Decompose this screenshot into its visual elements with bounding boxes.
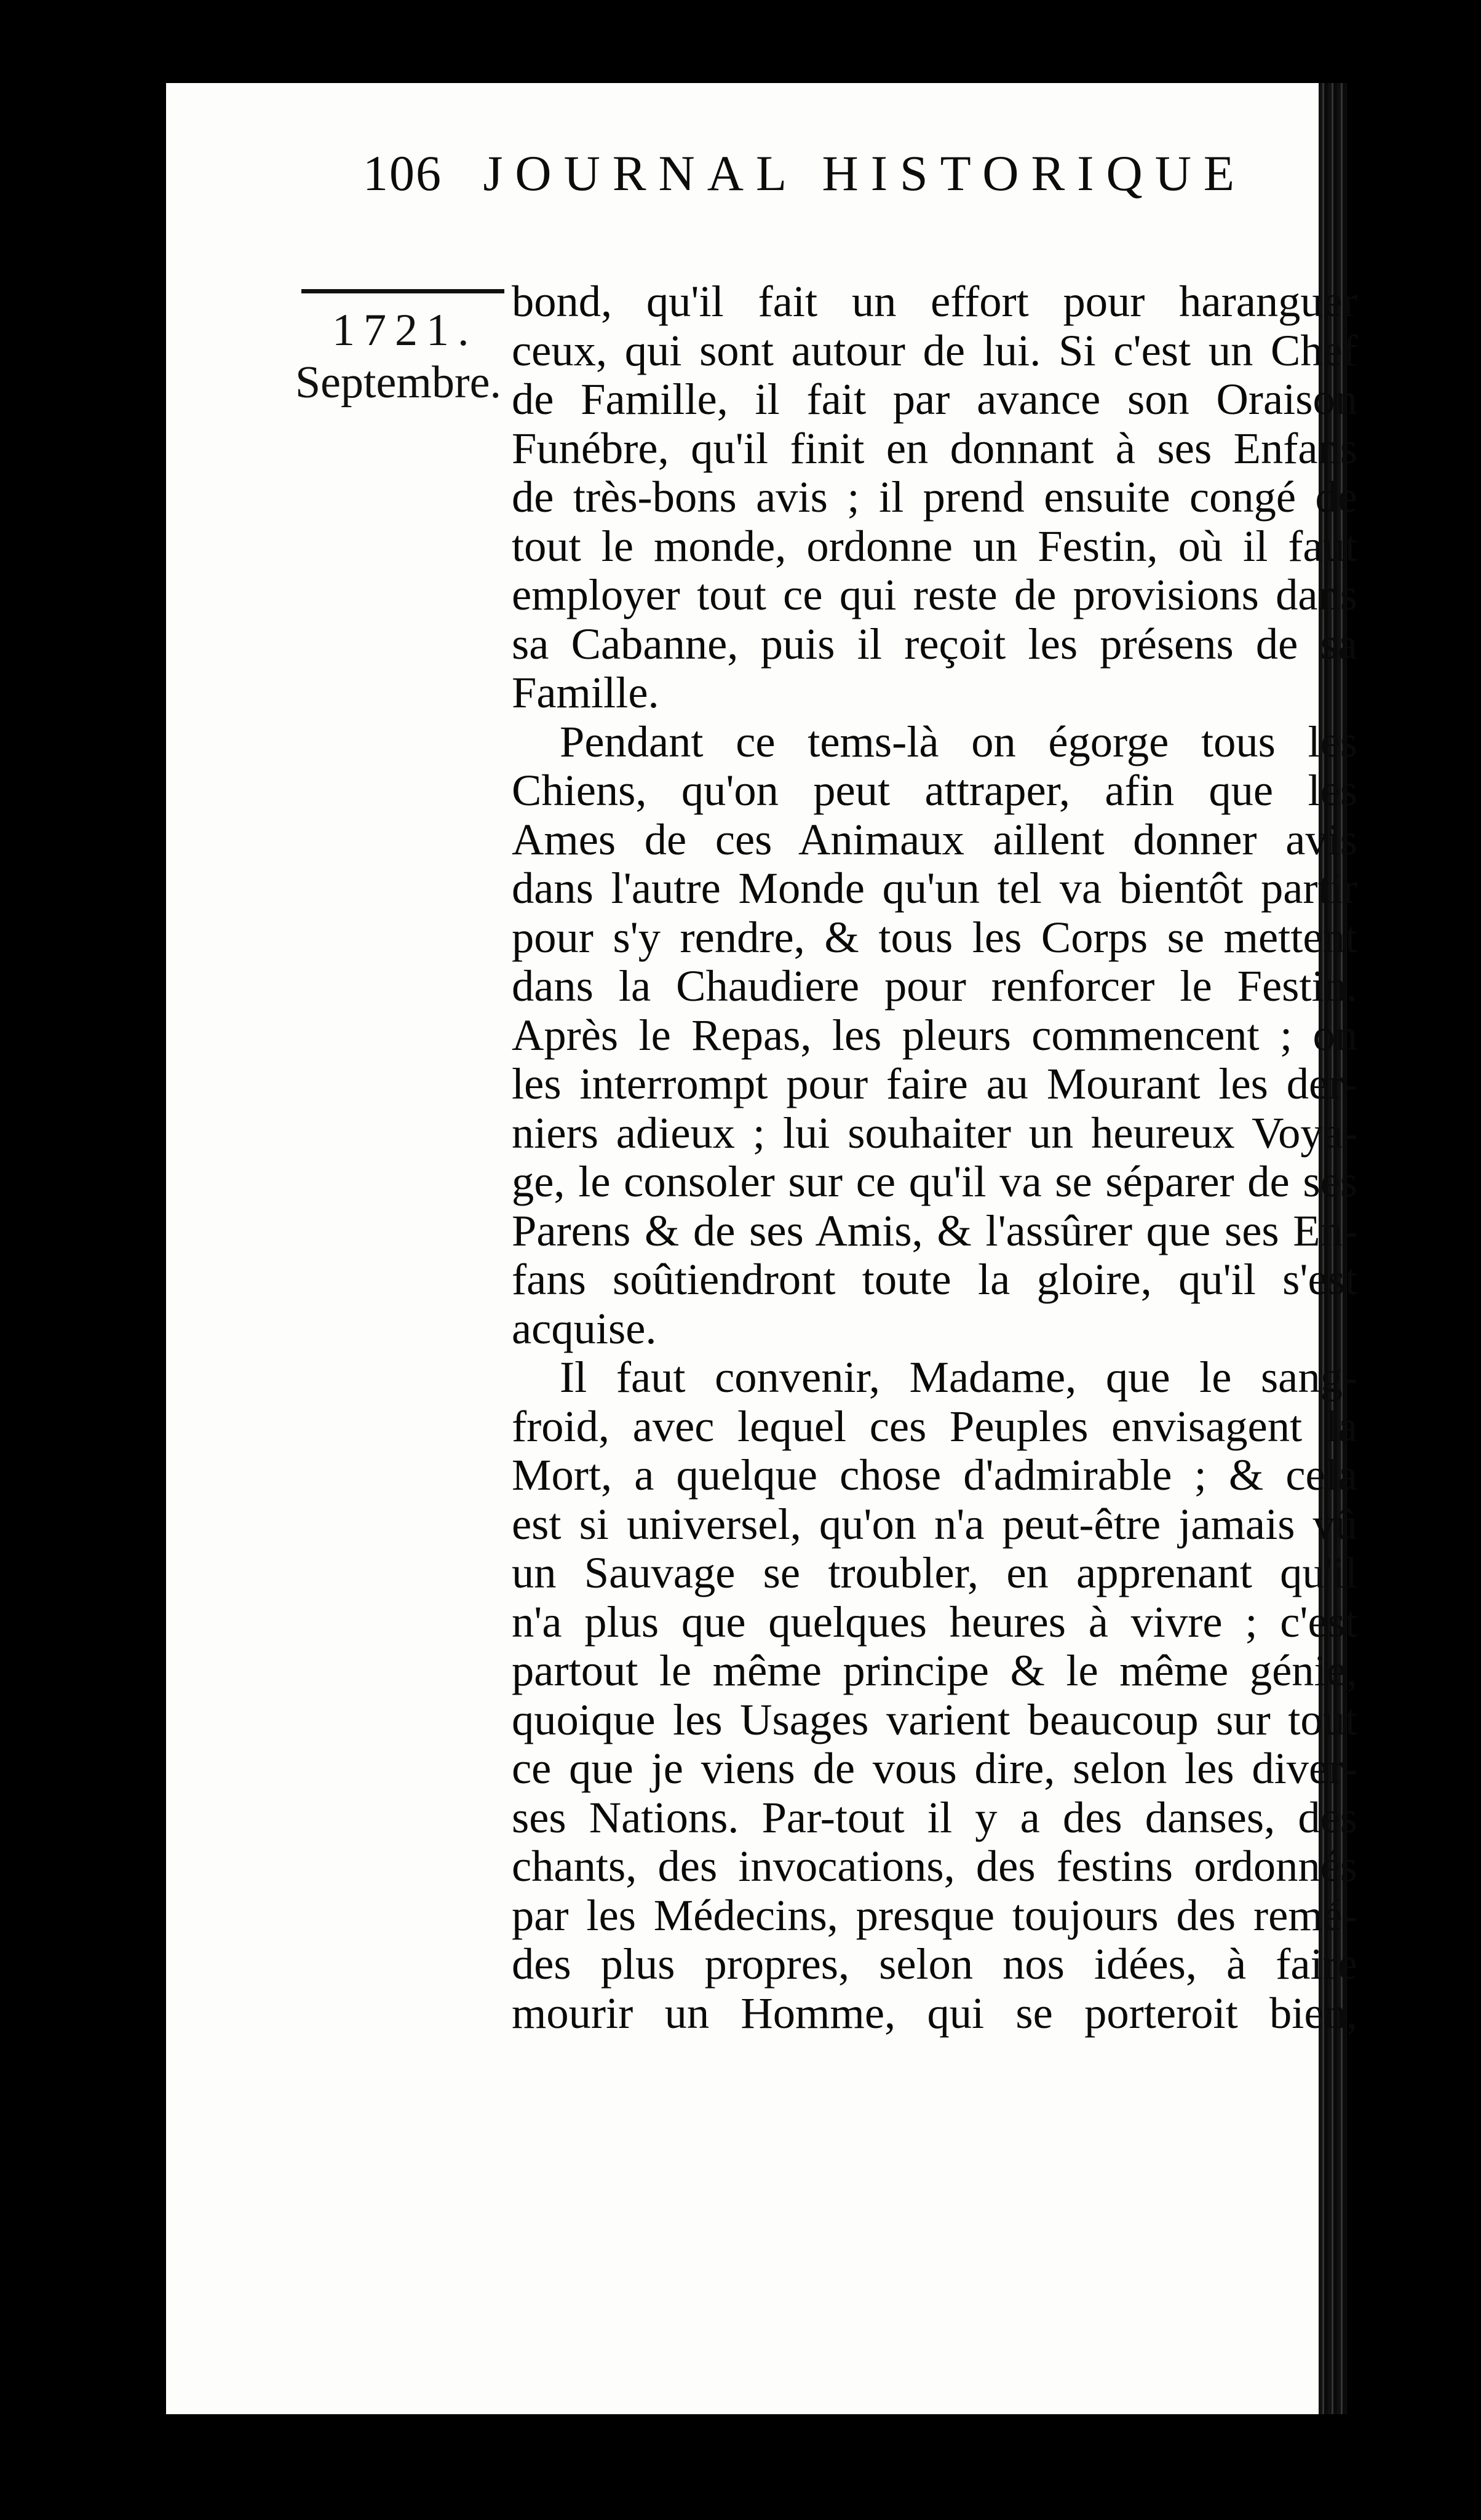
text-line: ge, le consoler sur ce qu'il va se séparer de ses xyxy=(512,1156,1357,1206)
text-line: froid, avec lequel ces Peuples envisagent la xyxy=(512,1401,1357,1451)
text-line: acquise. xyxy=(512,1303,657,1353)
text-line: des plus propres, selon nos idées, à faire xyxy=(512,1939,1357,1989)
text-line: Funébre, qu'il finit en donnant à ses Enfans xyxy=(512,423,1357,473)
page-number: 106 xyxy=(363,145,442,201)
text-line: pour s'y rendre, & tous les Corps se mettent xyxy=(512,912,1357,962)
text-line: Mort, a quelque chose d'admirable ; & cela xyxy=(512,1450,1357,1500)
text-line: de très-bons avis ; il prend ensuite congé de xyxy=(512,472,1357,522)
text-line: n'a plus que quelques heures à vivre ; c'est xyxy=(512,1596,1357,1647)
text-line: est si universel, qu'on n'a peut-être jamais vû xyxy=(512,1498,1357,1549)
margin-month: Septembre. xyxy=(295,357,501,408)
text-line: sa Cabanne, puis il reçoit les présens de sa xyxy=(512,618,1357,669)
text-line: ce que je viens de vous dire, selon les diver- xyxy=(512,1743,1357,1793)
text-line: par les Médecins, presque toujours des remé- xyxy=(512,1890,1357,1940)
running-title: JOURNAL HISTORIQUE xyxy=(483,145,1247,201)
text-line: de Famille, il fait par avance son Oraison xyxy=(512,374,1357,424)
body-text xyxy=(512,277,1357,2037)
text-line: Parens & de ses Amis, & l'assûrer que ses En- xyxy=(512,1205,1357,1255)
text-line: employer tout ce qui reste de provisions dans xyxy=(512,570,1357,619)
text-line: quoique les Usages varient beaucoup sur tout xyxy=(512,1694,1357,1744)
text-line: Ames de ces Animaux aillent donner avis xyxy=(512,814,1357,864)
text-line: Après le Repas, les pleurs commencent ; on xyxy=(512,1009,1357,1060)
text-line: Il faut convenir, Madame, que le sang- xyxy=(560,1352,1357,1402)
text-line: bond, qu'il fait un effort pour haranguer xyxy=(512,276,1357,326)
text-line: dans la Chaudiere pour renforcer le Festin. xyxy=(512,961,1357,1011)
text-line: mourir un Homme, qui se porteroit bien, xyxy=(512,1987,1357,2038)
text-line: niers adieux ; lui souhaiter un heureux Voya- xyxy=(512,1107,1357,1158)
text-line: dans l'autre Monde qu'un tel va bientôt partir xyxy=(512,863,1357,913)
text-line: un Sauvage se troubler, en apprenant qu'il xyxy=(512,1548,1357,1597)
text-line: Chiens, qu'on peut attraper, afin que les xyxy=(512,765,1357,815)
text-line: ses Nations. Par-tout il y a des danses, des xyxy=(512,1792,1357,1842)
running-header xyxy=(363,145,1247,212)
text-line: fans soûtiendront toute la gloire, qu'il s'est xyxy=(512,1254,1357,1304)
text-line: ceux, qui sont autour de lui. Si c'est un Chef xyxy=(512,325,1357,375)
margin-rule xyxy=(301,289,504,293)
text-line: les interrompt pour faire au Mourant les der- xyxy=(512,1059,1357,1108)
text-line: chants, des invocations, des festins ordonnés xyxy=(512,1841,1357,1891)
text-line: partout le même principe & le même génie, xyxy=(512,1645,1357,1695)
text-line: Famille. xyxy=(512,667,659,717)
margin-year: 1721. xyxy=(332,305,478,356)
text-line: Pendant ce tems-là on égorge tous les xyxy=(560,716,1357,766)
text-line: tout le monde, ordonne un Festin, où il faut xyxy=(512,520,1357,571)
